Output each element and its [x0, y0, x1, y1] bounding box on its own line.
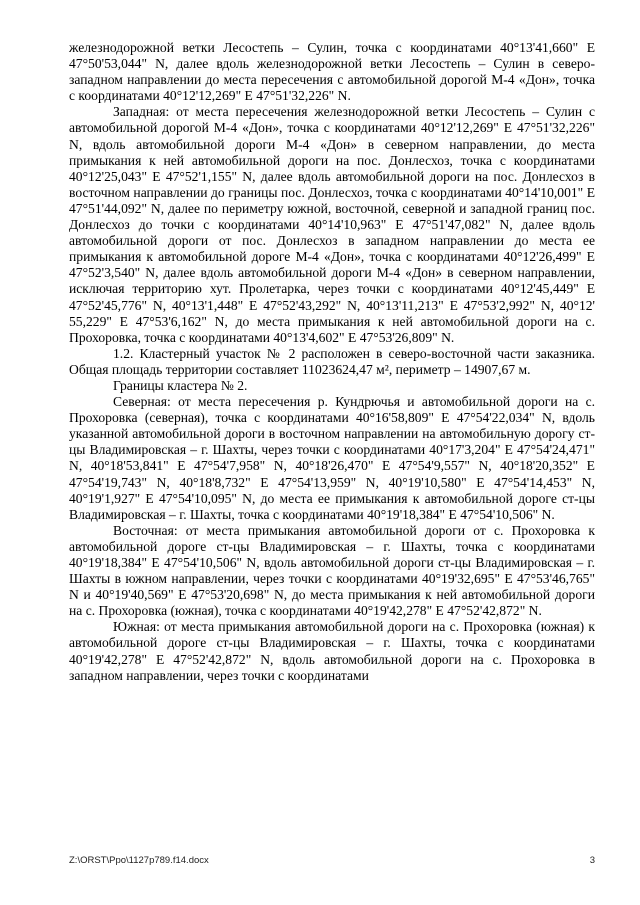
paragraph-northern-border: Северная: от места пересечения р. Кундрючья и автомобильной дороги на с. Прохоровка (северная), точка с координатами 40°16'58,809" E 47°54'22,034" N, вдоль указанной автомобильной дороги в восточном направлении на автомобильную дорогу ст-цы Владимировская – г. Шахты, через точки с координатами 40°17'3,204" E 47°54'24,471" N, 40°18'53,841" E 47°54'7,958" N, 40°18'26,470" E 47°54'9,557" N, 40°18'20,352" E 47°54'19,743" N, 40°18'8,732" E 47°54'13,959" N, 40°19'10,580" E 47°54'14,453" N, 40°19'1,927" E 47°54'10,095" N, до места ее примыкания к автомобильной дороге ст-цы Владимировская – г. Шахты, точка с координатами 40°19'18,384" E 47°54'10,506" N. — [69, 394, 595, 522]
file-path: Z:\ORST\Ppo\1127p789.f14.docx — [69, 855, 209, 866]
document-body — [69, 40, 595, 684]
paragraph-continuation: железнодорожной ветки Лесостепь – Сулин, точка с координатами 40°13'41,660" E 47°50'53,044" N, далее вдоль железнодорожной ветки Лесостепь – Сулин в северо-западном направлении до места пересечения с автомобильной дорогой М-4 «Дон», точка с координатами 40°12'12,269" E 47°51'32,226" N. — [69, 40, 595, 104]
page-number: 3 — [589, 855, 595, 866]
paragraph-cluster-2-heading: Границы кластера № 2. — [113, 377, 248, 393]
paragraph-eastern-border: Восточная: от места примыкания автомобильной дороги от с. Прохоровка к автомобильной дороге ст-цы Владимировская – г. Шахты, точка с координатами 40°19'18,384" E 47°54'10,506" N, вдоль автомобильной дороги ст-цы Владимировская – г. Шахты в южном направлении, через точки с координатами 40°19'32,695" E 47°53'46,765" N и 40°19'40,569" E 47°53'20,698" N, до места примыкания к ней автомобильной дороги на с. Прохоровка (южная), точка с координатами 40°19'42,278" E 47°52'42,872" N. — [69, 522, 595, 619]
paragraph-southern-border: Южная: от места примыкания автомобильной дороги на с. Прохоровка (южная) к автомобильной дороге ст-цы Владимировская – г. Шахты, точка с координатами 40°19'42,278" E 47°52'42,872" N, вдоль автомобильной дороги на с. Прохоровка в западном направлении, через точки с координатами — [69, 619, 595, 683]
paragraph-western-border: Западная: от места пересечения железнодорожной ветки Лесостепь – Сулин с автомобильной дорогой М-4 «Дон», точка с координатами 40°12'12,269" E 47°51'32,226" N, вдоль автомобильной дороги М-4 «Дон» в северном направлении, до места примыкания к ней автомобильной дороги на пос. Донлесхоз, точка с координатами 40°12'25,043" E 47°52'1,155" N, далее вдоль автомобильной дороги на пос. Донлесхоз в восточном направлении до границы пос. Донлесхоз, точка с координатами 40°14'10,001" E 47°51'44,092" N, далее по периметру южной, восточной, северной и западной границ пос. Донлесхоз до точки с координатами 40°14'10,963" E 47°51'47,082" N, далее вдоль автомобильной дороги от пос. Донлесхоз в западном направлении до места ее примыкания к автомобильной дороге М-4 «Дон», точка с координатами 40°12'26,499" E 47°52'3,540" N, далее вдоль автомобильной дороги М-4 «Дон» в северном направлении, исключая территорию хут. Пролетарка, через точки с координатами 40°12'45,449" E 47°52'45,776" N, 40°13'1,448" E 47°52'43,292" N, 40°13'11,213" E 47°53'2,992" N, 40°12' 55,229" E 47°53'6,162" N, до места примыкания к ней автомобильной дороги на с. Прохоровка, точка с координатами 40°13'4,602" E 47°53'26,809" N. — [69, 104, 595, 345]
paragraph-cluster-2-description: 1.2. Кластерный участок № 2 расположен в северо-восточной части заказника. Общая площадь территории составляет 11023624,47 м², периметр – 14907,67 м. — [69, 345, 595, 377]
